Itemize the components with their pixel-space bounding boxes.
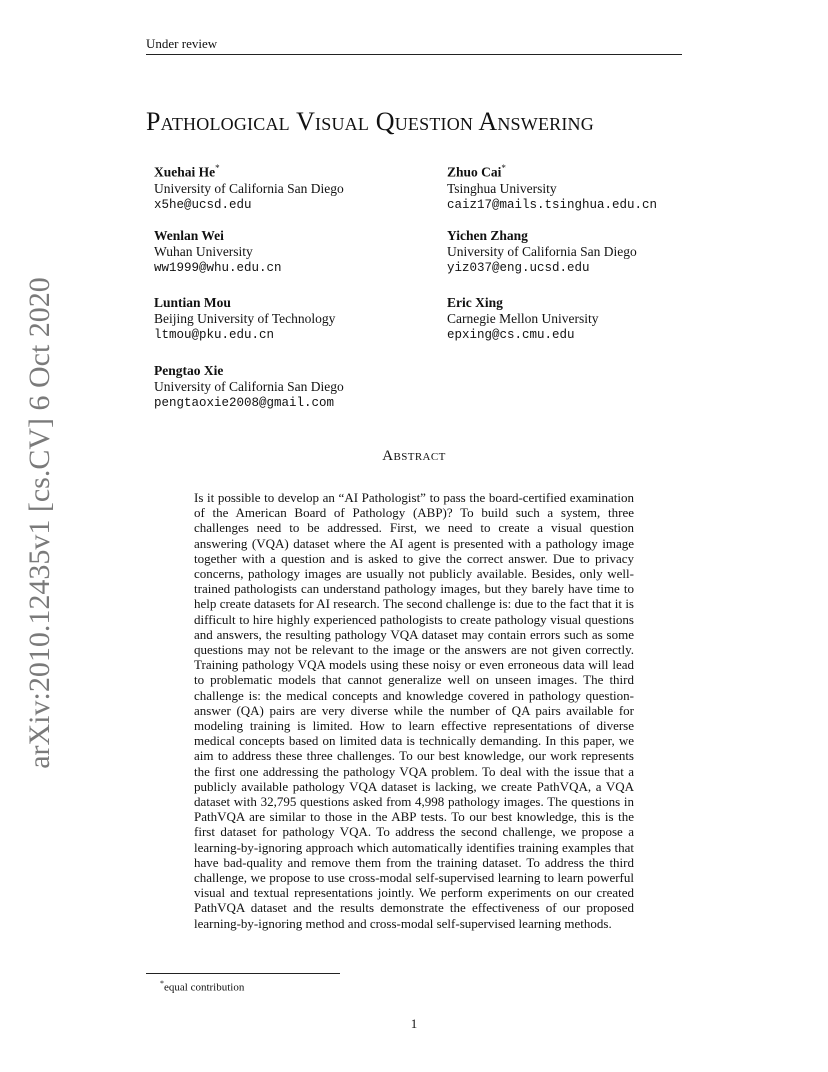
paper-title: Pathological Visual Question Answering	[146, 107, 594, 136]
abstract-heading: Abstract	[382, 448, 446, 464]
author-affiliation: Tsinghua University	[447, 180, 557, 196]
abstract-text: Is it possible to develop an “AI Pathologist” to pass the board-certified examination of the American Board of Pathology (ABP)? To build such a system, three challenges need to be addressed. First, we need to create a visual question answering (VQA) dataset where the AI agent is presented with a pathology image together with a question and is asked to give the correct answer. Due to privacy concerns, pathology images are usually not publicly available. Besides, only well-trained pathologists can understand pathology images, but they barely have time to help create datasets for AI research. The second challenge is: due to the fact that it is difficult to hire highly experienced pathologists to create pathology visual questions and answers, the resulting pathology VQA dataset may contain errors such as some questions may not be relevant to the image or the answers are not given correctly. Training pathology VQA models using these noisy or even erroneous data will lead to problematic models that cannot generalize well on unseen images. The third challenge is: the medical concepts and knowledge covered in pathology question-answer (QA) pairs are very diverse while the number of QA pairs available for modeling training is limited. How to learn effective representations of diverse medical concepts based on limited data is technically demanding. In this paper, we aim to address these three challenges. To our best knowledge, our work represents the first one addressing the pathology VQA problem. To deal with the issue that a publicly available pathology VQA dataset is lacking, we create PathVQA, a VQA dataset with 32,795 questions asked from 4,998 pathology images. The questions in PathVQA are similar to those in the ABP tests. To our best knowledge, this is the first dataset for pathology VQA. To address the second challenge, we propose a learning-by-ignoring approach which automatically identifies training examples that have bad-quality and remove them from the training dataset. To address the third challenge, we propose to use cross-modal self-supervised learning to learn powerful visual and textual representations jointly. We perform experiments on our created PathVQA dataset and the results demonstrate the effectiveness of our proposed learning-by-ignoring method and cross-modal self-supervised learning methods.	[194, 490, 634, 931]
author-name: Wenlan Wei	[154, 228, 224, 243]
author-email: ltmou@pku.edu.cn	[154, 328, 275, 342]
author-block	[447, 228, 637, 276]
footnote	[160, 977, 244, 995]
author-email: caiz17@mails.tsinghua.edu.cn	[447, 197, 658, 212]
author-affiliation: University of California San Diego	[154, 379, 344, 394]
footnote-text: equal contribution	[164, 981, 245, 994]
author-name: Luntian Mou	[154, 295, 231, 310]
footnote-divider	[146, 973, 340, 974]
running-head: Under review	[146, 36, 682, 55]
author-name: Pengtao Xie	[154, 363, 224, 378]
author-email: x5he@ucsd.edu	[154, 197, 252, 212]
author-name: Eric Xing	[447, 295, 503, 310]
author-email: ww1999@whu.edu.cn	[154, 261, 282, 275]
author-email: pengtaoxie2008@gmail.com	[154, 396, 335, 410]
author-block	[447, 160, 657, 213]
author-affiliation: Wuhan University	[154, 244, 253, 259]
author-block	[154, 160, 344, 213]
author-name: Yichen Zhang	[447, 228, 528, 243]
equal-contribution-mark: *	[215, 163, 220, 173]
page-number: 1	[410, 1016, 418, 1031]
footnote-mark: *	[160, 979, 164, 988]
author-affiliation: University of California San Diego	[447, 244, 637, 259]
author-affiliation: Carnegie Mellon University	[447, 311, 599, 326]
author-name: Xuehai He	[154, 164, 216, 180]
author-email: yiz037@eng.ucsd.edu	[447, 261, 590, 275]
author-block	[154, 363, 344, 411]
author-name: Zhuo Cai	[447, 164, 502, 180]
author-block	[447, 295, 598, 343]
arxiv-identifier: arXiv:2010.12435v1 [cs.CV] 6 Oct 2020	[23, 277, 56, 769]
author-block	[154, 295, 335, 343]
author-affiliation: University of California San Diego	[154, 180, 344, 196]
author-affiliation: Beijing University of Technology	[154, 311, 336, 326]
author-block	[154, 228, 282, 276]
author-email: epxing@cs.cmu.edu	[447, 328, 575, 342]
equal-contribution-mark: *	[501, 163, 506, 173]
